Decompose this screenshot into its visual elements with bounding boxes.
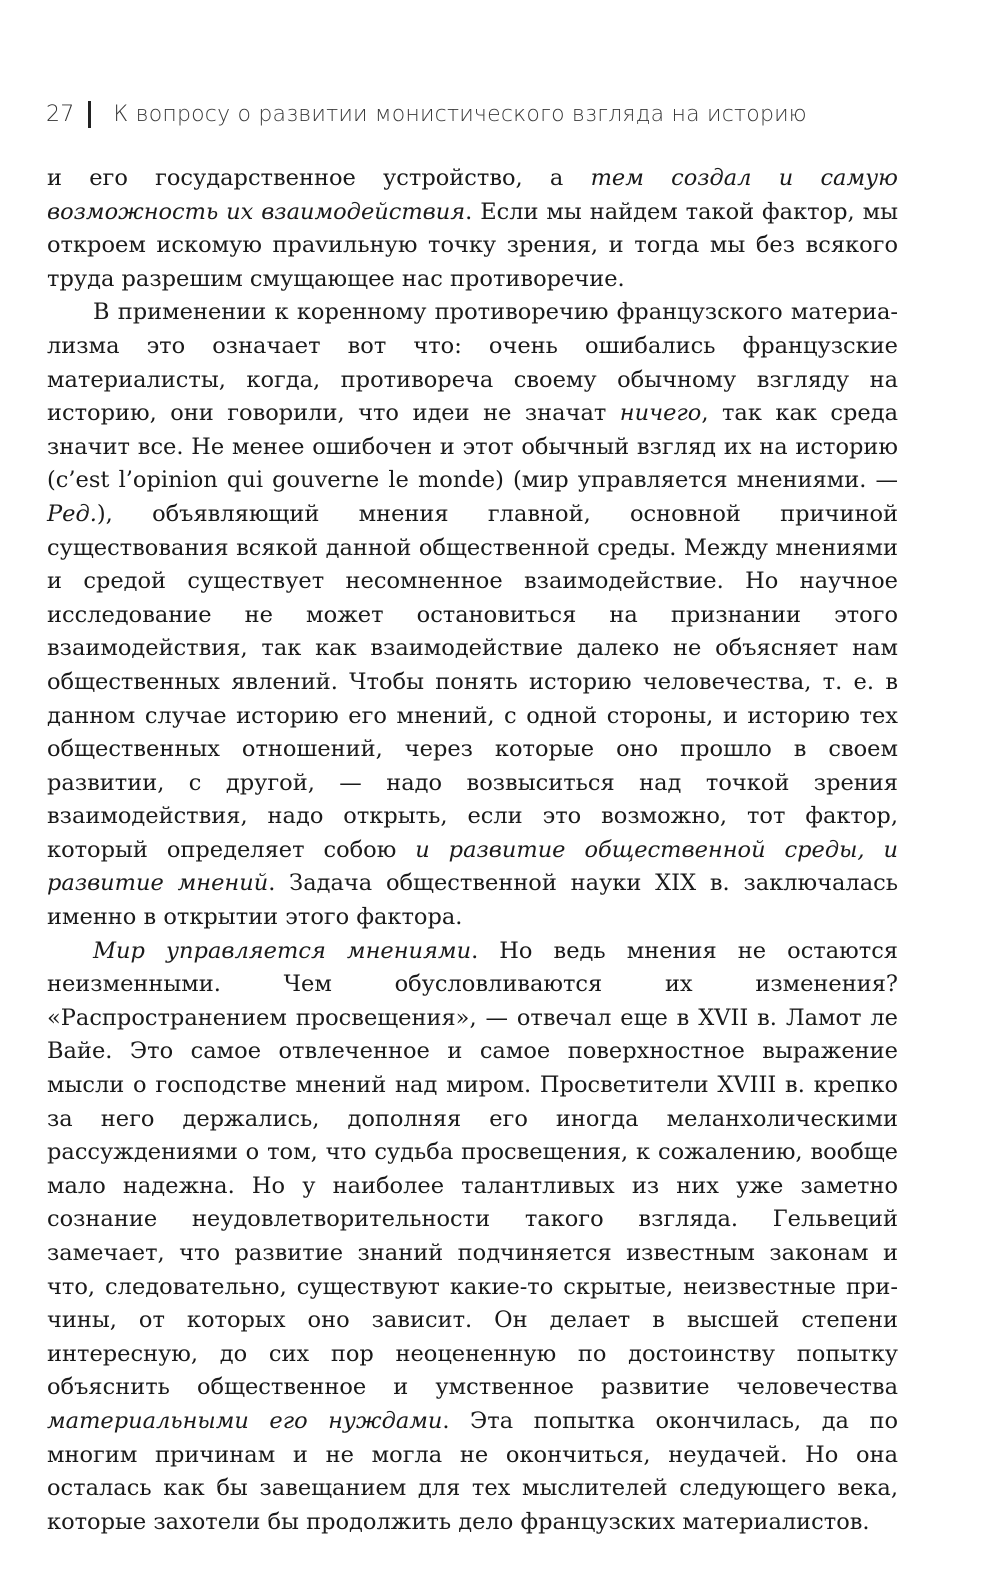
- italic-text: материальными его нуждами: [47, 1407, 443, 1434]
- italic-text: и развитие общественной среды, и развитие мнений: [47, 836, 899, 897]
- text-run: и его государственное устройство, а: [47, 165, 591, 191]
- text-run: . Если мы найдем такой фактор, мы откроем искомую праvильную точку зрения, и тогда мы без всякого труда разрешим смущающее нас противоречие.: [47, 198, 898, 292]
- paragraph: [47, 296, 898, 934]
- italic-text: Мир управляется мнениями: [93, 937, 472, 964]
- italic-text: ничего: [619, 400, 702, 427]
- paragraph: [47, 162, 898, 296]
- text-run: , так как среда значит все. Не менее ошибочен и этот обычный взгляд их на историю (c’est l’opinion qui gouverne le monde) (мир управляется мнениями. —: [47, 400, 898, 494]
- text-run: . Задача общественной науки XIX в. заключалась именно в открытии этого фактора.: [47, 870, 898, 931]
- italic-text: Ред.: [47, 500, 97, 527]
- text-run: . Но ведь мнения не остаются неизменными. Чем обусловливаются их изменения? «Распространением просвещения», — отвечал еще в XVII в. Ламот ле Вайе. Это самое отвлеченное и самое поверхностное выражение мысли о господстве мнений над миром. Просветители XVIII в. крепко за него держались, дополняя его иногда меланхолическими рассуждениями о том, что судьба просвещения, к сожалению, вообще мало надежна. Но у наиболее талантливых из них уже заметно сознание неудовлетворительности такого взгляда. Гельвеций замечает, что развитие знаний подчиняется известным законам и что, следовательно, существуют какие-то скрытые, неизвестные причины, от которых оно зависит. Он делает в высшей степени интересную, до сих пор неоцененную по достоинству попытку объяснить общественное и умственное развитие человечества: [47, 937, 898, 1401]
- text-run: . Эта попытка окончилась, да по многим причинам и не могла не окончиться, неудачей. Но она осталась как бы завещанием для тех мыслителей следующего века, которые захотели бы продолжить дело французских материалистов.: [47, 1407, 899, 1535]
- italic-text: тем создал и самую возможность их взаимодействия: [47, 165, 898, 225]
- body-text: [47, 162, 898, 1539]
- page-number: 27: [46, 101, 75, 127]
- running-head: [46, 94, 807, 134]
- paragraph: [47, 935, 898, 1540]
- text-run: В применении к коренному противоречию французского материализма это означает вот что: очень ошибались французские материалисты, когда, противореча своему обычному взгляду на историю, они говорили, что идеи не значат: [47, 299, 898, 427]
- header-separator: [88, 101, 91, 128]
- running-title: К вопросу о развитии монистического взгляда на историю: [113, 101, 807, 127]
- text-run: ), объявляющий мнения главной, основной причиной существования всякой данной общественной среды. Между мнениями и средой существует несомненное взаимодействие. Но научное исследование не может остановиться на признании этого взаимодействия, так как взаимодействие далеко не объясняет нам общественных явлений. Чтобы понять историю человечества, т. е. в данном случае историю его мнений, с одной стороны, и историю тех общественных отношений, через которые оно прошло в своем развитии, с другой, — надо возвыситься над точкой зрения взаимодействия, надо открыть, если это возможно, тот фактор, который определяет собою: [47, 500, 898, 863]
